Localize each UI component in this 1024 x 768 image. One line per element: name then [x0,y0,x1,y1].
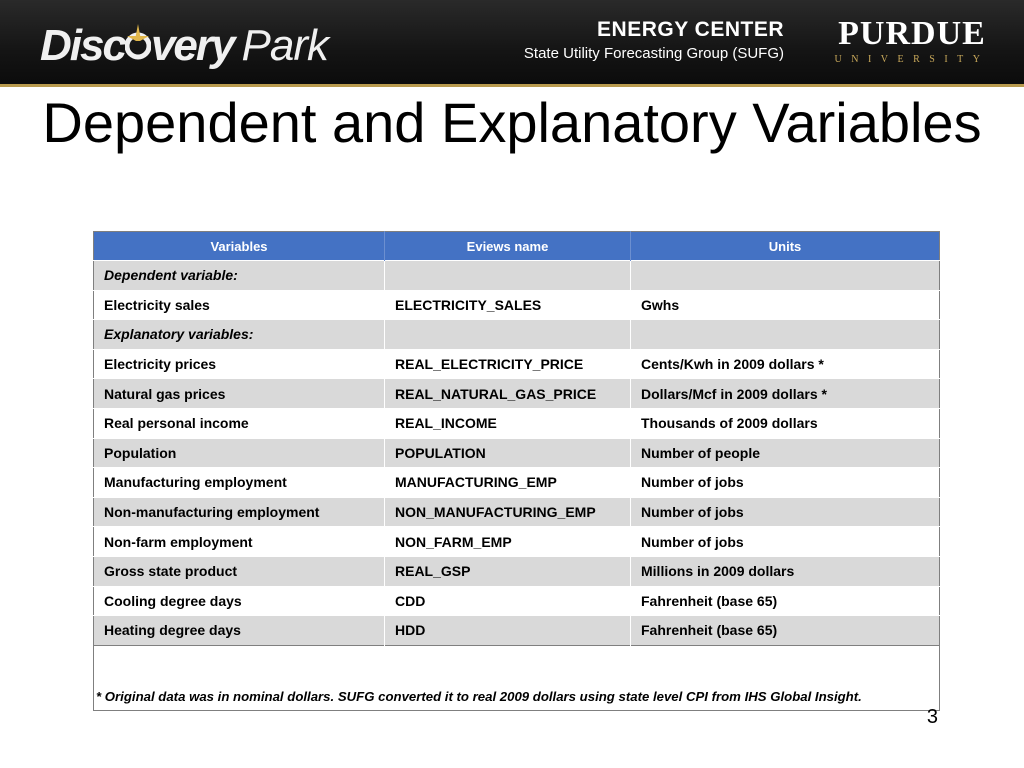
variables-table [93,231,940,711]
logo-word-disc: Disc [40,21,125,70]
cell-eviews: REAL_NATURAL_GAS_PRICE [385,379,631,409]
cell-variable: Manufacturing employment [94,468,385,498]
cell-variable: Electricity prices [94,349,385,379]
sufg-subtitle: State Utility Forecasting Group (SUFG) [523,45,784,62]
cell-eviews: NON_FARM_EMP [385,527,631,557]
cell-units: Number of jobs [631,527,940,557]
cell-units: Number of jobs [631,497,940,527]
cell-variable: Non-farm employment [94,527,385,557]
cell-eviews: HDD [385,616,631,646]
table-row [94,261,940,291]
table-row [94,408,940,438]
table-row [94,556,940,586]
cell-units [631,320,940,350]
cell-variable: Cooling degree days [94,586,385,616]
cell-units: Millions in 2009 dollars [631,556,940,586]
table-row [94,379,940,409]
table-row [94,527,940,557]
table-header-row [94,232,940,261]
table-row [94,468,940,498]
cell-variable: Heating degree days [94,616,385,646]
cell-units: Dollars/Mcf in 2009 dollars * [631,379,940,409]
logo-star-o [125,22,151,70]
discovery-park-logo [40,18,328,74]
cell-units: Fahrenheit (base 65) [631,616,940,646]
cell-variable: Dependent variable: [94,261,385,291]
purdue-name: PURDUE [838,15,986,52]
cell-eviews: NON_MANUFACTURING_EMP [385,497,631,527]
cell-eviews: MANUFACTURING_EMP [385,468,631,498]
cell-eviews: REAL_INCOME [385,408,631,438]
cell-units: Number of people [631,438,940,468]
table-row [94,290,940,320]
header-units: Units [631,232,940,261]
table-row [94,497,940,527]
table-row [94,438,940,468]
slide-title: Dependent and Explanatory Variables [42,91,982,154]
cell-eviews: ELECTRICITY_SALES [385,290,631,320]
cell-variable: Gross state product [94,556,385,586]
table-row [94,616,940,646]
purdue-logo [834,16,990,65]
cell-variable: Electricity sales [94,290,385,320]
cell-units: Number of jobs [631,468,940,498]
table-row [94,320,940,350]
cell-eviews [385,320,631,350]
cell-units: Thousands of 2009 dollars [631,408,940,438]
cell-units: Fahrenheit (base 65) [631,586,940,616]
energy-center-title: ENERGY CENTER [597,18,784,41]
cell-units: Gwhs [631,290,940,320]
cell-eviews: REAL_GSP [385,556,631,586]
cell-eviews: REAL_ELECTRICITY_PRICE [385,349,631,379]
cell-units [631,261,940,291]
header-eviews-name: Eviews name [385,232,631,261]
cell-eviews [385,261,631,291]
page-number: 3 [926,706,938,728]
footnote-row [94,645,940,710]
cell-eviews: CDD [385,586,631,616]
cell-variable: Natural gas prices [94,379,385,409]
star-icon [125,22,151,62]
header-banner [0,0,1024,86]
cell-units: Cents/Kwh in 2009 dollars * [631,349,940,379]
cell-eviews: POPULATION [385,438,631,468]
logo-word-park: Park [241,21,328,70]
table-row [94,349,940,379]
cell-variable: Non-manufacturing employment [94,497,385,527]
logo-word-very: very [150,21,234,70]
header-variables: Variables [94,232,385,261]
cell-variable: Population [94,438,385,468]
cell-variable: Real personal income [94,408,385,438]
purdue-university: UNIVERSITY [834,54,990,65]
table-row [94,586,940,616]
cell-variable: Explanatory variables: [94,320,385,350]
gold-stripe [0,84,1024,87]
footnote: * Original data was in nominal dollars. SUFG converted it to real 2009 dollars using state level CPI from IHS Global Insight. [94,645,940,710]
